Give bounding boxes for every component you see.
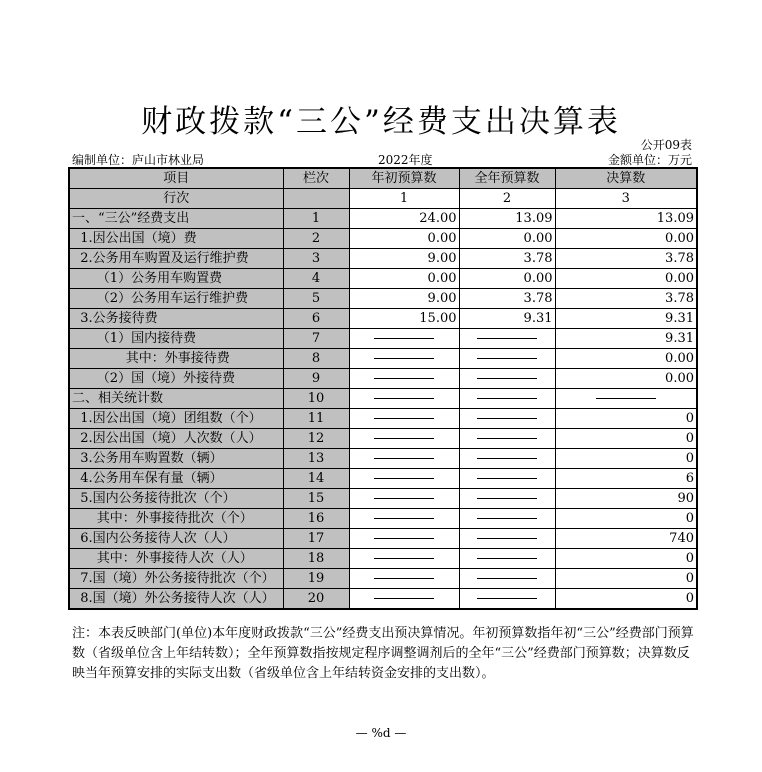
- not-applicable-dash: [374, 578, 434, 579]
- row-col-no: 19: [283, 569, 349, 589]
- compile-unit: 编制单位：庐山市林业局: [72, 153, 205, 167]
- row-c3-value: 9.31: [555, 329, 697, 349]
- row-c2-dash: [459, 349, 555, 369]
- row-c2-dash: [459, 429, 555, 449]
- row-c3-value: 6: [555, 469, 697, 489]
- row-col-no: 1: [283, 209, 349, 229]
- row-c1-dash: [349, 389, 459, 409]
- not-applicable-dash: [477, 558, 537, 559]
- row-c2-value: 0.00: [459, 269, 555, 289]
- row-c1-dash: [349, 369, 459, 389]
- row-label: 其中：外事接待人次（人）: [69, 549, 283, 569]
- row-c1-dash: [349, 589, 459, 610]
- row-label: 二、相关统计数: [69, 389, 283, 409]
- row-col-no: 20: [283, 589, 349, 610]
- not-applicable-dash: [477, 438, 537, 439]
- index-row-blank: [283, 189, 349, 209]
- row-c1-dash: [349, 409, 459, 429]
- page-title: 财政拨款“三公”经费支出决算表: [141, 104, 621, 140]
- row-label: 5.国内公务接待批次（个）: [69, 489, 283, 509]
- row-c2-dash: [459, 509, 555, 529]
- row-c2-dash: [459, 489, 555, 509]
- row-col-no: 14: [283, 469, 349, 489]
- index-row-label: 行次: [69, 189, 283, 209]
- row-c3-value: 0: [555, 569, 697, 589]
- row-c1-dash: [349, 489, 459, 509]
- expenditure-table: [68, 167, 698, 610]
- row-c1-dash: [349, 509, 459, 529]
- row-c2-dash: [459, 389, 555, 409]
- not-applicable-dash: [374, 538, 434, 539]
- not-applicable-dash: [477, 358, 537, 359]
- row-label: 6.国内公务接待人次（人）: [69, 529, 283, 549]
- row-label: 2.公务用车购置及运行维护费: [69, 249, 283, 269]
- footnote: 注：本表反映部门(单位)本年度财政拨款“三公”经费支出预决算情况。年初预算数指年初“三公”经费部门预算数（省级单位含上年结转数）；全年预算数指按规定程序调整调剂后的全年“三公”经费部门预算数；决算数反映当年预算安排的实际支出数（省级单位含上年结转资金安排的支出数）。: [72, 626, 694, 681]
- not-applicable-dash: [477, 338, 537, 339]
- row-c2-dash: [459, 409, 555, 429]
- index-col-2: 2: [459, 189, 555, 209]
- table-row: [69, 589, 697, 610]
- row-label: 1.因公出国（境）团组数（个）: [69, 409, 283, 429]
- table-row: [69, 389, 697, 409]
- row-label: 3.公务接待费: [69, 309, 283, 329]
- not-applicable-dash: [374, 478, 434, 479]
- not-applicable-dash: [596, 398, 656, 399]
- not-applicable-dash: [374, 458, 434, 459]
- index-col-1: 1: [349, 189, 459, 209]
- not-applicable-dash: [477, 498, 537, 499]
- row-c3-value: 740: [555, 529, 697, 549]
- table-row: [69, 429, 697, 449]
- row-c2-dash: [459, 589, 555, 610]
- row-c3-value: 13.09: [555, 209, 697, 229]
- row-c1-value: 15.00: [349, 309, 459, 329]
- row-label: 4.公务用车保有量（辆）: [69, 469, 283, 489]
- row-label: 3.公务用车购置数（辆）: [69, 449, 283, 469]
- row-col-no: 9: [283, 369, 349, 389]
- not-applicable-dash: [374, 398, 434, 399]
- row-c1-value: 9.00: [349, 249, 459, 269]
- row-label: （2）公务用车运行维护费: [69, 289, 283, 309]
- not-applicable-dash: [374, 558, 434, 559]
- row-col-no: 11: [283, 409, 349, 429]
- not-applicable-dash: [477, 478, 537, 479]
- row-c1-dash: [349, 569, 459, 589]
- row-c1-dash: [349, 469, 459, 489]
- row-c1-value: 0.00: [349, 229, 459, 249]
- not-applicable-dash: [477, 458, 537, 459]
- table-row: [69, 409, 697, 429]
- table-row: [69, 289, 697, 309]
- row-col-no: 3: [283, 249, 349, 269]
- not-applicable-dash: [374, 378, 434, 379]
- row-c1-dash: [349, 549, 459, 569]
- row-col-no: 2: [283, 229, 349, 249]
- row-col-no: 10: [283, 389, 349, 409]
- row-c3-dash: [555, 389, 697, 409]
- row-c3-value: 3.78: [555, 249, 697, 269]
- not-applicable-dash: [477, 598, 537, 599]
- row-c2-value: 0.00: [459, 229, 555, 249]
- row-c1-dash: [349, 429, 459, 449]
- table-row: [69, 449, 697, 469]
- row-col-no: 15: [283, 489, 349, 509]
- table-row: [69, 229, 697, 249]
- not-applicable-dash: [374, 498, 434, 499]
- header-full-year-budget: 全年预算数: [459, 168, 555, 189]
- table-row: [69, 509, 697, 529]
- row-label: 8.国（境）外公务接待人次（人）: [69, 589, 283, 610]
- row-c2-dash: [459, 569, 555, 589]
- header-item: 项目: [69, 168, 283, 189]
- fiscal-year: 2022年度: [378, 153, 433, 167]
- row-c2-dash: [459, 529, 555, 549]
- header-col-no: 栏次: [283, 168, 349, 189]
- row-c3-value: 0: [555, 429, 697, 449]
- row-label: （2）国（境）外接待费: [69, 369, 283, 389]
- not-applicable-dash: [374, 338, 434, 339]
- header-final-account: 决算数: [555, 168, 697, 189]
- row-c3-value: 0: [555, 449, 697, 469]
- row-c3-value: 0.00: [555, 229, 697, 249]
- row-c3-value: 0: [555, 589, 697, 610]
- row-c3-value: 90: [555, 489, 697, 509]
- row-c1-value: 24.00: [349, 209, 459, 229]
- not-applicable-dash: [477, 398, 537, 399]
- row-col-no: 18: [283, 549, 349, 569]
- table-row: [69, 549, 697, 569]
- table-row: [69, 469, 697, 489]
- row-c2-dash: [459, 329, 555, 349]
- not-applicable-dash: [374, 418, 434, 419]
- row-c3-value: 0.00: [555, 349, 697, 369]
- sheet-number: 公开09表: [640, 138, 692, 152]
- not-applicable-dash: [477, 378, 537, 379]
- row-c1-dash: [349, 349, 459, 369]
- row-col-no: 7: [283, 329, 349, 349]
- row-c1-dash: [349, 529, 459, 549]
- table-row: [69, 369, 697, 389]
- row-c2-dash: [459, 369, 555, 389]
- row-col-no: 8: [283, 349, 349, 369]
- row-c2-value: 3.78: [459, 289, 555, 309]
- row-c3-value: 0: [555, 549, 697, 569]
- table-header-row: [69, 168, 697, 189]
- not-applicable-dash: [477, 538, 537, 539]
- row-label: 1.因公出国（境）费: [69, 229, 283, 249]
- not-applicable-dash: [374, 518, 434, 519]
- header-initial-budget: 年初预算数: [349, 168, 459, 189]
- table-row: [69, 249, 697, 269]
- row-label: 一、“三公”经费支出: [69, 209, 283, 229]
- row-label: 7.国（境）外公务接待批次（个）: [69, 569, 283, 589]
- page-footer: — %d —: [355, 726, 407, 740]
- not-applicable-dash: [374, 358, 434, 359]
- row-label: 其中：外事接待批次（个）: [69, 509, 283, 529]
- row-label: （1）公务用车购置费: [69, 269, 283, 289]
- row-col-no: 13: [283, 449, 349, 469]
- table-row: [69, 569, 697, 589]
- row-c2-value: 9.31: [459, 309, 555, 329]
- column-index-row: [69, 189, 697, 209]
- row-c3-value: 0.00: [555, 269, 697, 289]
- row-c1-value: 9.00: [349, 289, 459, 309]
- row-c3-value: 3.78: [555, 289, 697, 309]
- row-c1-dash: [349, 449, 459, 469]
- row-label: （1）国内接待费: [69, 329, 283, 349]
- row-c3-value: 0: [555, 409, 697, 429]
- row-label: 其中：外事接待费: [69, 349, 283, 369]
- table-row: [69, 209, 697, 229]
- row-col-no: 16: [283, 509, 349, 529]
- amount-unit: 金额单位：万元: [607, 153, 692, 167]
- row-c1-dash: [349, 329, 459, 349]
- row-c2-dash: [459, 449, 555, 469]
- row-label: 2.因公出国（境）人次数（人）: [69, 429, 283, 449]
- row-c3-value: 0.00: [555, 369, 697, 389]
- row-c1-value: 0.00: [349, 269, 459, 289]
- row-c2-value: 3.78: [459, 249, 555, 269]
- not-applicable-dash: [374, 438, 434, 439]
- row-c3-value: 0: [555, 509, 697, 529]
- row-col-no: 17: [283, 529, 349, 549]
- table-row: [69, 269, 697, 289]
- table-row: [69, 489, 697, 509]
- not-applicable-dash: [477, 418, 537, 419]
- row-c3-value: 9.31: [555, 309, 697, 329]
- row-col-no: 4: [283, 269, 349, 289]
- row-col-no: 6: [283, 309, 349, 329]
- index-col-3: 3: [555, 189, 697, 209]
- row-c2-dash: [459, 469, 555, 489]
- row-c2-value: 13.09: [459, 209, 555, 229]
- row-col-no: 12: [283, 429, 349, 449]
- not-applicable-dash: [477, 518, 537, 519]
- not-applicable-dash: [477, 578, 537, 579]
- row-col-no: 5: [283, 289, 349, 309]
- not-applicable-dash: [374, 598, 434, 599]
- table-row: [69, 309, 697, 329]
- table-row: [69, 349, 697, 369]
- table-row: [69, 329, 697, 349]
- row-c2-dash: [459, 549, 555, 569]
- table-row: [69, 529, 697, 549]
